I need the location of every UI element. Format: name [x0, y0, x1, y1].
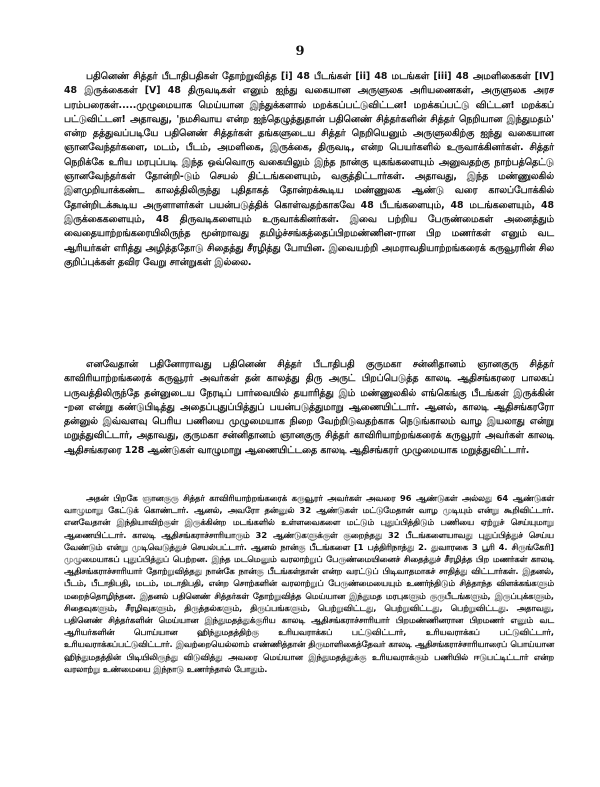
page-number: 9: [295, 44, 305, 59]
paragraph-2: எனவேதான் பதினோராவது பதினெண் சித்தர் பீடாதிபதி குருமகா சன்னிதானம் ஞானகுரு சித்தர் காவிரியாற்றங்கரைக் கருவூரர் அவர்கள் தன் காலத்து திரு அருட் பிறப்பெடுத்த காலடி ஆதிசங்கரரை பாலகப் பருவத்திலிருந்தே தன்னுடைய நேரடிப் பார்வையில் தயாரித்து இம் மண்ணுலகில் எங்கெங்கு பீடங்கள் இருக்கின் -றன என்று கண்டுபிடித்து அதைப்புதுப்பித்துப் பயன்படுத்துமாறு ஆணையிட்டார். ஆனல், காலடி ஆதிசங்கரரோ தன்னுல் இவ்வளவு பெரிய பணியை முழுமையாக நிறை வேற்றிடுவதற்காக நெடுங்காலம் வாழ இயலாது என்று மறுத்துவிட்டார், அதாவது, குருமகா சன்னிதானம் ஞானகுரு சித்தர் காவிரியாற்றங்கரைக் கருவூரர் அவர்கள் காலடி ஆதிசங்கரரை 128 ஆண்டுகள் வாழுமாறு ஆணையிட்டதை காலடி ஆதிசங்கரர் முழுமையாக மறுத்துவிட்டார்.: [64, 359, 554, 456]
paragraph-1: பதினெண் சித்தர் பீடாதிபதிகள் தோற்றுவித்த [i] 48 பீடங்கள் [ii] 48 மடங்கள் [iii] 48 அமளிகைகள் [IV] 48 இருக்கைகள் [V] 48 திருவடிகள் எனும் ஐந்து வகையான அருளுலக அரியணைகள், அருளுலக அரச பரம்பரைகள்.....முழுமையாக மெய்யான இந்துக்களால் மறக்கப்பட்டுவிட்டன! மறக்கப்பட்டு விட்டன! மறக்கப் பட்டுவிட்டன! அதாவது, 'நமசிவாய என்ற ஐந்தெழுத்துதான் பதினெண் சித்தர்களின் சித்தர் நெறியான இந்துமதம்' என்ற தத்துவப்படியே பதினெண் சித்தர்கள் தங்களுடைய சித்தர் நெறியெனும் அருளுலகிற்கு ஐந்து வகையான ஞானவேந்தர்களை, மடம், பீடம், அமளிகை, இருக்கை, திருவடி, என்ற பெயர்களில் உருவாக்கினர்கள். சித்தர் நெறிக்கே உரிய மரபுப்படி இந்த ஒவ்வொரு வகையிலும் இந்த நான்கு யுகங்களையும் அனுவதற்கு நாற்பத்தெட்டு ஞானவேந்தர்கள் தோன்றி-டும் செயல் திட்டங்களையும், வகுத்திட்டார்கள். அதாவது, இந்த மண்ணுலகில் இளமுறியாக்கண்ட காலத்திலிருந்து புதிதாகத் தோன்றக்கூடிய மண்ணுலக ஆண்டு வரை காலப்போக்கில் தோன்றிடக்கூடிய அருளாளர்கள் பயன்படுத்திக் கொள்வதற்காகவே 48 பீடங்களையும், 48 மடங்களையும், 48 இருக்கைகளையும், 48 திருவடிகளையும் உருவாக்கினர்கள். இவை பற்றிய பேருண்மைகள் அனைத்தும் வைதையாற்றங்கரையிலிருந்த மூன்றாவது தமிழ்ச்சங்கத்தைப்பிறமண்ணின-ரான பிற மணர்கள் எனும் வட ஆரியர்கள் எரித்து அழித்ததோடு சிதைத்து சீரழித்து போயின. இவையற்றி அமராவதியாற்றங்கரைக் கருவூரரின் சில குறிப்புக்கள் தவிர வேறு சான்றுகள் இல்லை.: [64, 71, 554, 268]
paragraph-3: அதன் பிறகே ஞானகுரு சித்தர் காவிரியாற்றங்கரைக் கருவூரர் அவர்கள் அவரை 96 ஆண்டுகள் அல்லது 64 ஆண்டுகள் வாழுமாறு கேட்டுக் கொண்டார். ஆனல், அவரோ தன்னுல் 32 ஆண்டுகள் மட்டுமேதான் வாழ முடியும் என்று கூறிவிட்டார். எனவேதான் இந்தியாவிற்குள் இருக்கின்ற மடங்களில் உள்ளவைகளை மட்டும் புதுப்பித்திடும் பணியை ஏற்றுச் செய்யுமாறு ஆணையிட்டார். காலடி ஆதிசங்கராச்சாரியாரும் 32 ஆண்டுகளுக்குள் குறைந்தது 32 பீடங்களையாவது புதுப்பித்துச் செய்ய வேண்டும் என்று முடிவெடுத்துச் செயல்பட்டார். ஆனல் நான்கு பீடங்களை [1 பத்திரிநாத்து 2. துவாரகை 3 பூரி 4. சிருங்கேரி] முழுமையாகப் புதுப்பித்துப் பெற்றன. இந்த மடமெனும் வரலாற்றுப் பேருண்மையினைச் சிதைத்துச் சீரழித்த பிற மணர்கள் காலடி ஆதிசங்கராச்சாரியார் தோற்றுவித்தது நான்கே நான்கு பீடங்கள்தான் என்ற வரட்டுப் பிடிவாதமாகச் சாதித்து விட்டார்கள். இதனல், பீடம், பீடாதிபதி, மடம், மடாதிபதி, என்ற சொற்களின் வரலாற்றுப் பேருண்மையையும் உணர்ந்திடும் சித்தாந்த விளக்கங்களும் மறைந்தொழிந்தன. இதனல் பதினெண் சித்தர்கள் தோற்றுவித்த மெய்யான இந்துமத மரபுகளும் குருபீடங்களும், இருப்புக்களும், சிதைவுகளும், சீரழிவுகளும், திருத்தல்களும், திருப்பங்களும், பெற்றுவிட்டது, பெற்றுவிட்டது, பெற்றுவிட்டது. அதாவது, பதினெண் சித்தர்களின் மெய்யான இந்துமதத்துக்குரிய காலடி ஆதிசங்கராச்சாரியார் பிறமண்ணினரான பிறமணர் எனும் வட ஆரியர்களின் பொய்யான ஹிந்துமதத்திற்கு உரியவராக்கப் பட்டுவிட்டார், உரியவராக்கப் பட்டுவிட்டார், உரியவராக்கப்பட்டுவிட்டார். இவற்றையெல்லாம் எண்ணித்தான் திருமாளிகைத்தேவர் காலடி ஆதிசங்கராச்சாரியாரைப் பொய்யான ஹிந்துமதத்தின் பிடியிலிருந்து விடுவித்து அவரை மெய்யான இந்துமதத்துக்கு உரியவராக்கும் பணியில் ஈடுபட்டிட்டார் என்ற வரலாற்று உண்மையை இந்நாடு உணர்ந்தால் போதும்.: [64, 493, 554, 674]
